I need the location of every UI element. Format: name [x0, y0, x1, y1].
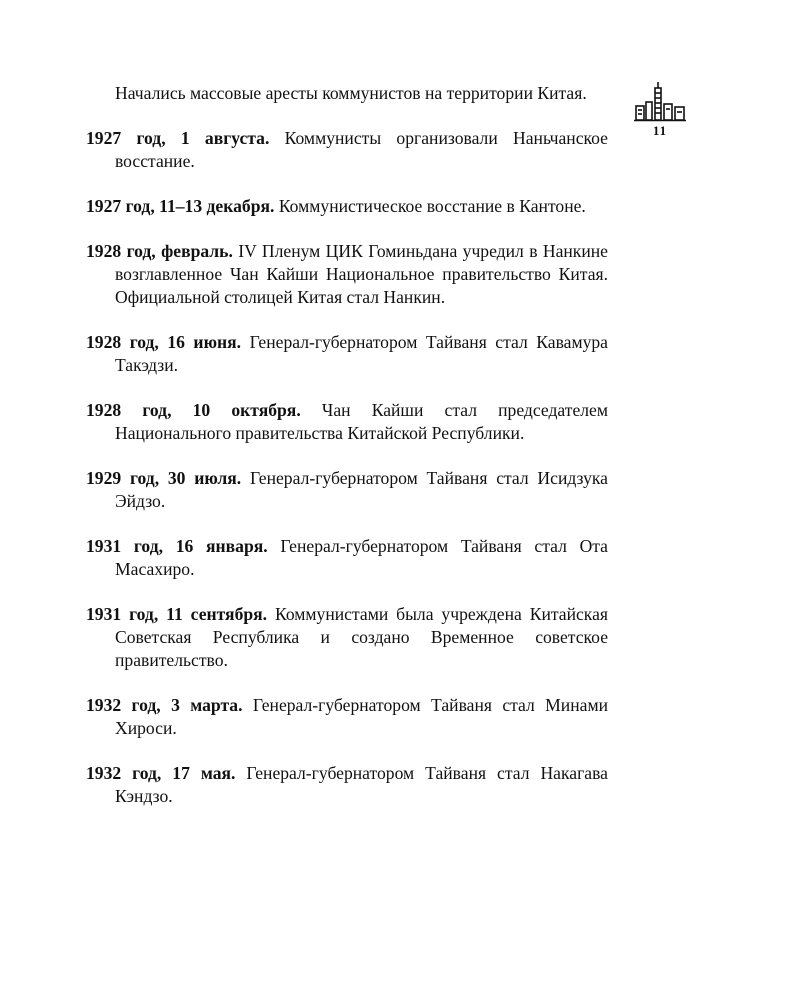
entry-date: 1932 год, 3 марта. [86, 695, 243, 715]
entry-date: 1931 год, 11 сентября. [86, 603, 268, 624]
entry-date: 1928 год, 16 июня. [86, 331, 242, 352]
continuation-paragraph [86, 82, 608, 105]
entry-text: Генерал-губернатором Тайваня стал Кавамура Такэдзи. [115, 331, 608, 375]
entry-text: Коммунисты организовали Наньчанское восстание. [115, 127, 608, 171]
timeline-entry-4 [86, 331, 608, 377]
entry-date: 1929 год, 30 июля. [86, 467, 242, 488]
page-body [86, 82, 608, 830]
timeline-entry-9 [86, 694, 608, 740]
entry-text: Генерал-губернатором Тайваня стал Ота Масахиро. [115, 535, 608, 579]
entry-text: IV Пленум ЦИК Гоминьдана учредил в Нанкине возглавленное Чан Кайши Национальное правительство Китая. Официальной столицей Китая стал Нанкин. [115, 240, 608, 307]
timeline-entry-10 [86, 762, 608, 808]
entry-date: 1928 год, 10 октября. [86, 399, 301, 420]
timeline-entry-7 [86, 535, 608, 581]
page-folio [630, 80, 690, 139]
entry-text: Коммунистическое восстание в Кантоне. [274, 195, 586, 216]
entry-date: 1927 год, 11–13 декабря. [86, 195, 275, 216]
entry-text: Генерал-губернатором Тайваня стал Минами Хироси. [115, 695, 608, 739]
entry-date: 1932 год, 17 мая. [86, 763, 236, 783]
timeline-entry-8 [86, 603, 608, 673]
entry-text: Генерал-губернатором Тайваня стал Накагава Кэндзо. [115, 763, 608, 807]
timeline-entry-2 [86, 195, 608, 218]
entry-date: 1928 год, февраль. [86, 240, 233, 261]
continuation-text: Начались массовые аресты коммунистов на территории Китая. [115, 83, 587, 103]
entry-date: 1927 год, 1 августа. [86, 127, 270, 148]
timeline-entry-1 [86, 127, 608, 173]
timeline-entry-6 [86, 467, 608, 513]
entry-text: Чан Кайши стал председателем Национального правительства Китайской Республики. [115, 399, 608, 443]
timeline-entry-5 [86, 399, 608, 445]
timeline-entry-3 [86, 240, 608, 310]
skyline-icon [632, 80, 688, 122]
page-number: 11 [652, 123, 668, 138]
entry-text: Генерал-губернатором Тайваня стал Исидзука Эйдзо. [115, 467, 608, 511]
entry-date: 1931 год, 16 января. [86, 535, 268, 556]
entry-text: Коммунистами была учреждена Китайская Советская Республика и создано Временное советское правительство. [115, 603, 608, 671]
